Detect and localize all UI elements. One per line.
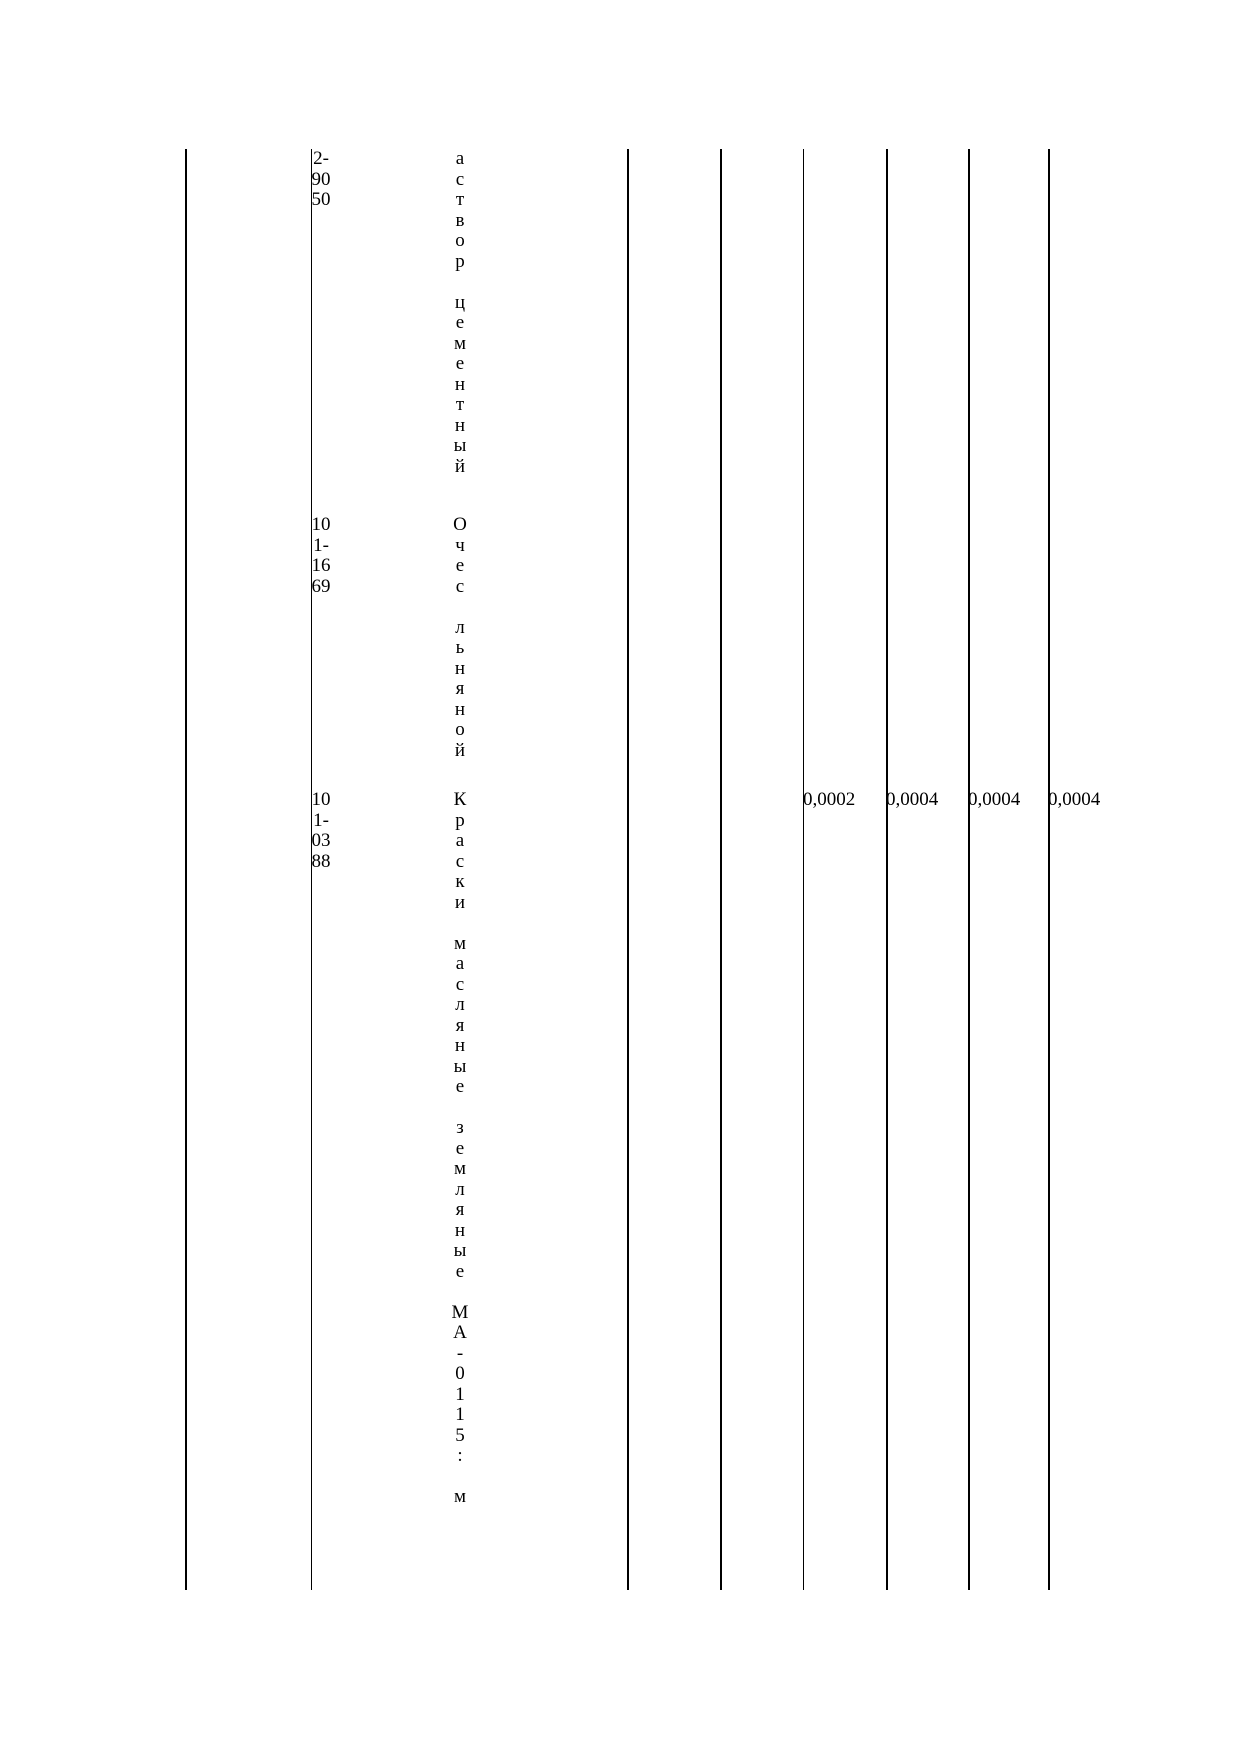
- table-border-left: [185, 149, 187, 1590]
- row-3-value-4: 0,0004: [1048, 789, 1101, 810]
- table-divider-qty-4: [1048, 149, 1050, 1590]
- row-1-resource-code: 2- 90 50: [311, 148, 331, 210]
- row-2-resource-name: О ч е с л ь н я н о й: [453, 514, 467, 761]
- table-divider-qty-1: [803, 149, 804, 1590]
- table-divider-qty-2: [886, 149, 888, 1590]
- row-1-resource-name: а с т в о р ц е м е н т н ы й: [453, 148, 467, 477]
- row-3-resource-name: К р а с к и м а с л я н ы е з е м л я н ы е М А - 0 1 1 5 : м: [451, 789, 469, 1507]
- row-3-resource-code: 10 1- 03 88: [311, 789, 331, 872]
- row-3-value-2: 0,0004: [886, 789, 939, 810]
- row-2-resource-code: 10 1- 16 69: [311, 514, 331, 597]
- row-3-value-1: 0,0002: [803, 789, 856, 810]
- row-3-value-3: 0,0004: [968, 789, 1021, 810]
- table-divider-unit: [720, 149, 722, 1590]
- table-divider-description: [627, 149, 629, 1590]
- table-divider-qty-3: [968, 149, 970, 1590]
